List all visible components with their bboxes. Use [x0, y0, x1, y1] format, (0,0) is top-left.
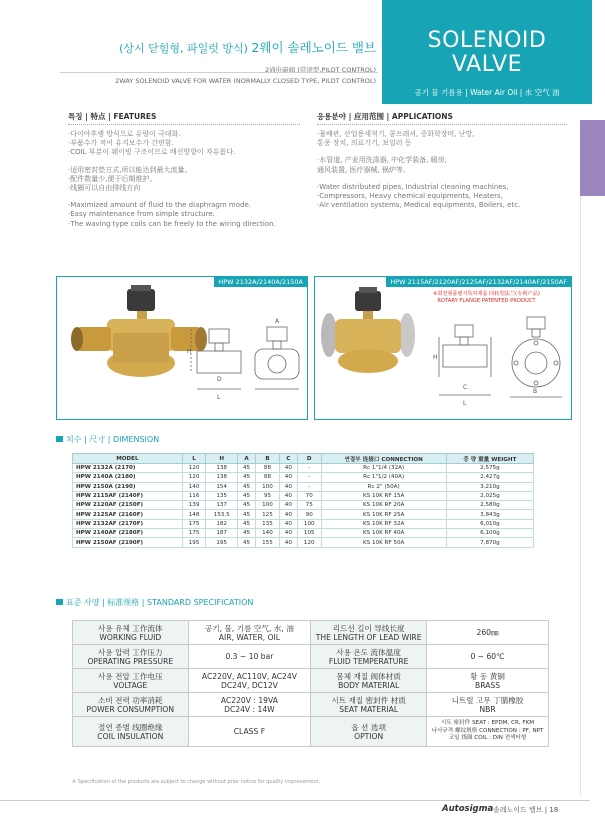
banner-title	[382, 29, 592, 77]
text-line: ·水管道, 产业用洗涤器, 中化学装备, 暖房,	[317, 156, 447, 165]
column-header: L	[182, 454, 206, 464]
table-cell: 45	[237, 529, 255, 538]
table-cell: 40	[279, 529, 297, 538]
cell-line: 절연 종별 线圈绝缘	[98, 722, 163, 732]
table-cell: 125	[256, 510, 280, 519]
table-cell: 138	[206, 464, 238, 473]
table-cell: KS 10K RF 50A	[321, 538, 446, 547]
banner-title-line2: VALVE	[452, 52, 522, 77]
column-header: H	[206, 454, 238, 464]
cell-line: 사용 유체 工作流体	[98, 623, 163, 633]
table-cell: 100	[297, 519, 321, 528]
footer-page-label: 솔레노이드 밸브 | 18	[493, 806, 559, 814]
model-cell: HPW 2132AF (2170F)	[73, 519, 183, 528]
cell-line: COIL INSULATION	[97, 731, 164, 741]
table-row	[73, 473, 534, 482]
spec-label	[311, 645, 427, 669]
text-line: ·Compressors, Heavy chemical equipments, Heaters,	[317, 192, 503, 201]
cell-line: 공기, 물, 기름 空气, 水, 油	[205, 623, 294, 633]
spec-heading	[56, 597, 253, 608]
table-cell: 95	[256, 491, 280, 500]
flanged-valve-photo	[321, 287, 415, 373]
dimension-table	[72, 453, 534, 548]
table-cell: 88	[256, 464, 280, 473]
table-row	[73, 491, 534, 500]
table-cell: 137	[206, 501, 238, 510]
table-cell: 100	[256, 482, 280, 491]
spec-table	[72, 620, 549, 747]
dim-letter-b: B	[533, 388, 538, 395]
table-cell: 182	[206, 519, 238, 528]
model-cell: HPW 2132A (2170)	[73, 464, 183, 473]
table-cell: 2,575g	[446, 464, 533, 473]
spec-value	[427, 717, 549, 747]
text-line: ·Water distributed pipes, Industrial cleaning machines,	[317, 182, 509, 191]
spec-value	[427, 693, 549, 717]
cell-line: 0.3 ~ 10 bar	[225, 652, 274, 661]
table-cell: 40	[279, 538, 297, 547]
cell-line: DC24V : 14W	[224, 704, 275, 714]
table-row	[73, 510, 534, 519]
table-cell: 135	[256, 519, 280, 528]
table-cell: 175	[182, 519, 206, 528]
cell-line: BODY MATERIAL	[338, 680, 400, 690]
table-cell: 3,843g	[446, 510, 533, 519]
cell-line: OPTION	[354, 731, 384, 741]
table-cell: 155	[256, 538, 280, 547]
table-row	[73, 501, 534, 510]
table-cell: 135	[206, 491, 238, 500]
table-cell: 6,010g	[446, 519, 533, 528]
table-cell: -	[297, 464, 321, 473]
table-cell: 45	[237, 510, 255, 519]
product-panel-threaded	[56, 276, 308, 420]
model-cell: HPW 2125AF (2160F)	[73, 510, 183, 519]
table-cell: 45	[237, 491, 255, 500]
table-cell: Rc 1"1/4 (32A)	[321, 464, 446, 473]
title-small: (상시 닫힘형, 파일럿 방식)	[119, 42, 252, 55]
flanged-valve-drawing	[439, 317, 562, 397]
footer-divider	[0, 800, 590, 801]
dim-letter-a: A	[275, 318, 280, 325]
section-marker-icon	[56, 436, 63, 442]
table-cell: 100	[256, 501, 280, 510]
app-lines-en	[317, 183, 520, 211]
category-banner	[382, 0, 592, 104]
table-row	[73, 538, 534, 547]
dimension-header-row	[73, 454, 534, 464]
cell-line: POWER CONSUMPTION	[86, 704, 175, 714]
table-cell: -	[297, 473, 321, 482]
text-line: ·Easy maintenance from simple structure.	[68, 210, 215, 219]
table-cell: 6,100g	[446, 529, 533, 538]
side-divider	[580, 196, 581, 796]
model-cell: HPW 2115AF (2140F)	[73, 491, 183, 500]
model-cell: HPW 2150A (2190)	[73, 482, 183, 491]
table-row	[73, 519, 534, 528]
table-cell: 40	[279, 519, 297, 528]
column-header: C	[279, 454, 297, 464]
table-cell: KS 10K RF 32A	[321, 519, 446, 528]
cell-line: 리드선 길이 导线长度	[332, 623, 405, 633]
table-cell: 45	[237, 519, 255, 528]
app-lines-cn	[317, 156, 520, 174]
table-cell: 148	[182, 510, 206, 519]
cell-line: VOLTAGE	[113, 680, 148, 690]
threaded-valve-photo	[71, 285, 207, 377]
cell-line: 사용 온도 流体温度	[336, 647, 401, 657]
column-header: D	[297, 454, 321, 464]
table-cell: 154	[206, 482, 238, 491]
text-line: ·线圈可以自由排线方向	[68, 184, 141, 193]
table-cell: 90	[297, 510, 321, 519]
table-cell: 175	[182, 529, 206, 538]
spec-row	[73, 693, 549, 717]
spec-label	[73, 621, 189, 645]
cell-line: NBR	[479, 704, 496, 714]
dimension-table-body	[73, 464, 534, 548]
cell-line: 소비 전력 功率消耗	[98, 695, 163, 705]
spec-label	[73, 645, 189, 669]
text-line: ·COIL 부분이 웨이빙 구조이므로 배선방향이 자유롭다.	[68, 148, 236, 157]
spec-row	[73, 621, 549, 645]
features-divider	[68, 124, 300, 125]
applications-text	[317, 130, 520, 210]
table-cell: 195	[182, 538, 206, 547]
model-cell: HPW 2140AF (2180F)	[73, 529, 183, 538]
dim-letter-d: D	[217, 376, 222, 383]
dim-letter-l-2: L	[463, 400, 467, 407]
title-big: 2웨이 솔레노이드 밸브	[251, 40, 376, 55]
cell-line: 나사규격 螺纹规格 CONNECTION : PF, NPT	[431, 727, 544, 734]
table-cell: 153.5	[206, 510, 238, 519]
spec-value	[427, 669, 549, 693]
cell-line: FLUID TEMPERATURE	[328, 656, 409, 666]
text-line: ·适用密封垫方式,所以能达到最大流量。	[68, 165, 192, 174]
spec-value	[427, 645, 549, 669]
table-cell: 40	[279, 501, 297, 510]
cell-line: 코일 线圈 COIL : DIN 전색터형	[448, 735, 527, 742]
column-header: A	[237, 454, 255, 464]
table-cell: 120	[182, 464, 206, 473]
app-lines-ko	[317, 130, 520, 148]
table-cell: KS 10K RF 15A	[321, 491, 446, 500]
table-cell: 2,025g	[446, 491, 533, 500]
table-cell: 187	[206, 529, 238, 538]
cell-line: AC220V : 19VA	[220, 695, 278, 705]
spec-label	[311, 717, 427, 747]
table-cell: 2,580g	[446, 501, 533, 510]
table-cell: 70	[297, 491, 321, 500]
table-cell: 75	[297, 501, 321, 510]
threaded-valve-illustration	[57, 277, 308, 420]
table-cell: 45	[237, 482, 255, 491]
spec-value	[188, 717, 311, 747]
model-cell: HPW 2140A (2180)	[73, 473, 183, 482]
spec-label	[73, 717, 189, 747]
table-cell: 140	[182, 482, 206, 491]
text-line: ·Maximized amount of fluid to the diaphragm mode.	[68, 201, 251, 210]
text-line: ·다이아후램 방식으로 유량이 극대화.	[68, 130, 181, 138]
table-cell: 40	[279, 510, 297, 519]
cell-line: 시트 密封件 SEAT : EPDM, CR, FKM	[440, 720, 535, 727]
spec-value	[188, 669, 311, 693]
text-line: ·配件数量少,便于后期维护。	[68, 174, 157, 183]
side-index-tab[interactable]	[580, 120, 605, 196]
table-cell: 195	[206, 538, 238, 547]
applications-divider	[317, 124, 567, 125]
banner-subtitle: 공기 물 기름용 | Water Air Oil | 水 空气 油	[414, 88, 560, 97]
table-cell: 140	[256, 529, 280, 538]
header-divider	[60, 72, 378, 73]
dimension-heading	[56, 434, 159, 445]
cell-line: 니트릴 고무 丁腈橡胶	[451, 695, 524, 705]
text-line: 통풍 장치, 의료기기, 보일러 등	[317, 139, 412, 148]
features-heading: 특징 | 特点 | FEATURES	[68, 112, 157, 121]
dim-letter-h-2: H	[433, 354, 438, 361]
cell-line: 시트 재질 密封件 材质	[331, 695, 406, 705]
column-header: B	[256, 454, 280, 464]
patent-note-en: ROTARY FLANGE PATENTED PRODUCT	[437, 298, 536, 304]
table-cell: 138	[206, 473, 238, 482]
table-cell: Rc 2" (50A)	[321, 482, 446, 491]
spec-row	[73, 645, 549, 669]
table-cell: 116	[182, 491, 206, 500]
cell-line: BRASS	[475, 680, 501, 690]
spec-label	[73, 669, 189, 693]
cell-line: 사용 압력 工作压力	[98, 647, 163, 657]
cell-line: OPERATING PRESSURE	[87, 656, 174, 666]
dim-letter-c: C	[463, 384, 468, 391]
spec-label	[73, 693, 189, 717]
dim-letter-h: H	[187, 348, 192, 355]
dim-letter-l: L	[217, 394, 221, 401]
text-line: ·Air ventilation systems, Medical equipments, Boilers, etc.	[317, 201, 521, 210]
spec-row	[73, 717, 549, 747]
applications-heading: 응용분야 | 应用范围 | APPLICATIONS	[317, 112, 453, 121]
spec-label	[311, 669, 427, 693]
table-cell: 2,427g	[446, 473, 533, 482]
patent-note-ko: ※회전형플랜지특허제품 回转型法兰(专利产品)	[433, 291, 540, 297]
table-cell: 40	[279, 482, 297, 491]
table-cell: 40	[279, 491, 297, 500]
spec-row	[73, 669, 549, 693]
column-header: MODEL	[73, 454, 183, 464]
table-cell: 45	[237, 538, 255, 547]
table-cell: Rc 1"1/2 (40A)	[321, 473, 446, 482]
table-cell: 105	[297, 529, 321, 538]
section-marker-icon	[56, 599, 63, 605]
table-cell: 40	[279, 464, 297, 473]
table-row	[73, 529, 534, 538]
spec-label	[311, 693, 427, 717]
cell-line: 옵 션 选项	[351, 722, 386, 732]
table-row	[73, 464, 534, 473]
product-label-flanged: HPW 2115AF/2120AF/2125AF/2132AF/2140AF/2150AF	[386, 277, 571, 287]
text-line: ·물배관, 산업용세척기, 콤프레셔, 중화학장비, 난방,	[317, 130, 475, 138]
feat-lines-en	[68, 201, 276, 229]
threaded-valve-drawing	[191, 327, 299, 389]
cell-line: 몸체 재질 阀体材质	[336, 671, 401, 681]
table-cell: KS 10K RF 25A	[321, 510, 446, 519]
spec-table-body	[73, 621, 549, 747]
table-cell: 45	[237, 501, 255, 510]
cell-line: AIR, WATER, OIL	[218, 632, 281, 642]
spec-label	[311, 621, 427, 645]
patent-note	[433, 291, 540, 305]
cell-line: 황 동 黄铜	[470, 671, 505, 681]
cell-line: 사용 전압 工作电压	[98, 671, 163, 681]
spec-value	[188, 693, 311, 717]
feat-lines-ko	[68, 130, 276, 158]
table-cell: 3,210g	[446, 482, 533, 491]
page-title	[60, 38, 376, 56]
column-header: 중 량 重量 WEIGHT	[446, 454, 533, 464]
cell-line: CLASS F	[233, 727, 266, 736]
cell-line: WORKING FLUID	[99, 632, 162, 642]
model-cell: HPW 2120AF (2150F)	[73, 501, 183, 510]
table-cell: 120	[297, 538, 321, 547]
spec-value	[427, 621, 549, 645]
table-cell: -	[297, 482, 321, 491]
cell-line: DC24V, DC12V	[221, 680, 278, 690]
product-panel-flanged	[314, 276, 572, 420]
cell-line: 0 ~ 60℃	[470, 652, 505, 661]
cell-line: SEAT MATERIAL	[339, 704, 399, 714]
feat-lines-cn	[68, 166, 276, 194]
table-cell: 45	[237, 464, 255, 473]
table-cell: 7,870g	[446, 538, 533, 547]
text-line: ·The waving type coils can be freely to the wiring direction.	[68, 219, 276, 228]
banner-title-line1: SOLENOID	[427, 28, 547, 53]
table-cell: 120	[182, 473, 206, 482]
table-cell: 45	[237, 473, 255, 482]
spec-value	[188, 645, 311, 669]
table-cell: 40	[279, 473, 297, 482]
brand-logo: Autosigma	[442, 804, 494, 814]
table-cell: 139	[182, 501, 206, 510]
footnote: ※ Specification of the products are subject to change without prior notice for quality improvement.	[72, 779, 321, 785]
text-line: ·부품수가 적어 유지보수가 간편함.	[68, 139, 174, 148]
table-cell: KS 10K RF 20A	[321, 501, 446, 510]
cell-line: AC220V, AC110V, AC24V	[201, 671, 297, 681]
features-text	[68, 130, 276, 229]
product-label-threaded: HPW 2132A/2140A/2150A	[214, 277, 307, 287]
cell-line: THE LENGTH OF LEAD WIRE	[315, 632, 422, 642]
table-row	[73, 482, 534, 491]
subtitle-cn: 2通电磁阀 (常闭型,PILOT CONTROL)	[265, 66, 376, 74]
table-cell: KS 10K RF 40A	[321, 529, 446, 538]
spec-value	[188, 621, 311, 645]
model-cell: HPW 2150AF (2190F)	[73, 538, 183, 547]
cell-line: 260㎜	[476, 628, 499, 637]
column-header: 연결부 连接口 CONNECTION	[321, 454, 446, 464]
subtitle-en: 2WAY SOLENOID VALVE FOR WATER (NORMALLY CLOSED TYPE, PILOT CONTROL)	[115, 77, 376, 85]
spec-heading-text: 표준 사양 | 标准规格 | STANDARD SPECIFICATION	[66, 598, 254, 607]
dimension-heading-text: 치수 | 尺寸 | DIMENSION	[66, 435, 160, 444]
text-line: 通风装置, 医疗器械, 锅炉等。	[317, 165, 410, 174]
table-cell: 88	[256, 473, 280, 482]
header-titles	[60, 38, 376, 85]
